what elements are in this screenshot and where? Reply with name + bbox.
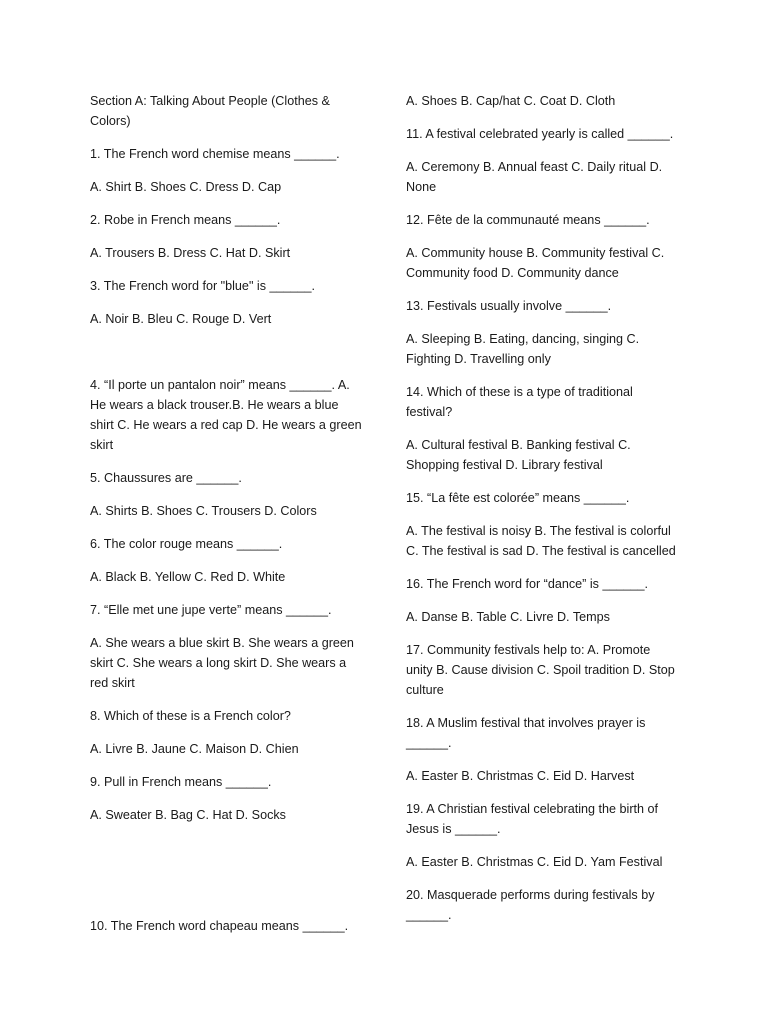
question-16: 16. The French word for “dance” is ______. bbox=[406, 577, 648, 591]
options-2: A. Trousers B. Dress C. Hat D. Skirt bbox=[90, 246, 291, 260]
question-14: 14. Which of these is a type of traditional festival? bbox=[406, 385, 633, 419]
question-15: 15. “La fête est colorée” means ______. bbox=[406, 491, 630, 505]
options-10: A. Shoes B. Cap/hat C. Coat D. Cloth bbox=[406, 94, 616, 108]
right-column bbox=[406, 91, 678, 938]
question-4: 4. “Il porte un pantalon noir” means ______. A. He wears a black trouser.B. He wears a blue shirt C. He wears a red cap D. He wears a green skirt bbox=[90, 378, 362, 452]
options-3: A. Noir B. Bleu C. Rouge D. Vert bbox=[90, 312, 272, 326]
question-5: 5. Chaussures are ______. bbox=[90, 471, 242, 485]
options-5: A. Shirts B. Shoes C. Trousers D. Colors bbox=[90, 504, 317, 518]
blank-space bbox=[90, 838, 364, 916]
options-14: A. Cultural festival B. Banking festival C. Shopping festival D. Library festival bbox=[406, 438, 631, 472]
options-12: A. Community house B. Community festival C. Community food D. Community dance bbox=[406, 246, 665, 280]
left-column bbox=[90, 91, 364, 949]
options-1: A. Shirt B. Shoes C. Dress D. Cap bbox=[90, 180, 282, 194]
question-6: 6. The color rouge means ______. bbox=[90, 537, 283, 551]
options-15: A. The festival is noisy B. The festival is colorful C. The festival is sad D. The festival is cancelled bbox=[406, 524, 676, 558]
options-13: A. Sleeping B. Eating, dancing, singing C. Fighting D. Travelling only bbox=[406, 332, 640, 366]
options-18: A. Easter B. Christmas C. Eid D. Harvest bbox=[406, 769, 635, 783]
question-12: 12. Fête de la communauté means ______. bbox=[406, 213, 650, 227]
question-18: 18. A Muslim festival that involves prayer is ______. bbox=[406, 716, 646, 750]
options-7: A. She wears a blue skirt B. She wears a green skirt C. She wears a long skirt D. She wears a red skirt bbox=[90, 636, 354, 690]
question-10: 10. The French word chapeau means ______. bbox=[90, 919, 349, 933]
question-19: 19. A Christian festival celebrating the birth of Jesus is ______. bbox=[406, 802, 659, 836]
options-8: A. Livre B. Jaune C. Maison D. Chien bbox=[90, 742, 299, 756]
options-19: A. Easter B. Christmas C. Eid D. Yam Festival bbox=[406, 855, 663, 869]
section-title: Section A: Talking About People (Clothes & Colors) bbox=[90, 94, 330, 128]
blank-space bbox=[90, 342, 364, 375]
question-13: 13. Festivals usually involve ______. bbox=[406, 299, 612, 313]
question-8: 8. Which of these is a French color? bbox=[90, 709, 291, 723]
question-1: 1. The French word chemise means ______. bbox=[90, 147, 340, 161]
question-7: 7. “Elle met une jupe verte” means ______. bbox=[90, 603, 332, 617]
options-16: A. Danse B. Table C. Livre D. Temps bbox=[406, 610, 610, 624]
question-2: 2. Robe in French means ______. bbox=[90, 213, 281, 227]
options-11: A. Ceremony B. Annual feast C. Daily ritual D. None bbox=[406, 160, 663, 194]
question-3: 3. The French word for "blue" is ______. bbox=[90, 279, 316, 293]
question-9: 9. Pull in French means ______. bbox=[90, 775, 272, 789]
options-9: A. Sweater B. Bag C. Hat D. Socks bbox=[90, 808, 286, 822]
options-6: A. Black B. Yellow C. Red D. White bbox=[90, 570, 286, 584]
question-20: 20. Masquerade performs during festivals by ______. bbox=[406, 888, 655, 922]
question-17: 17. Community festivals help to: A. Promote unity B. Cause division C. Spoil tradition D. Stop culture bbox=[406, 643, 675, 697]
question-11: 11. A festival celebrated yearly is called ______. bbox=[406, 127, 674, 141]
